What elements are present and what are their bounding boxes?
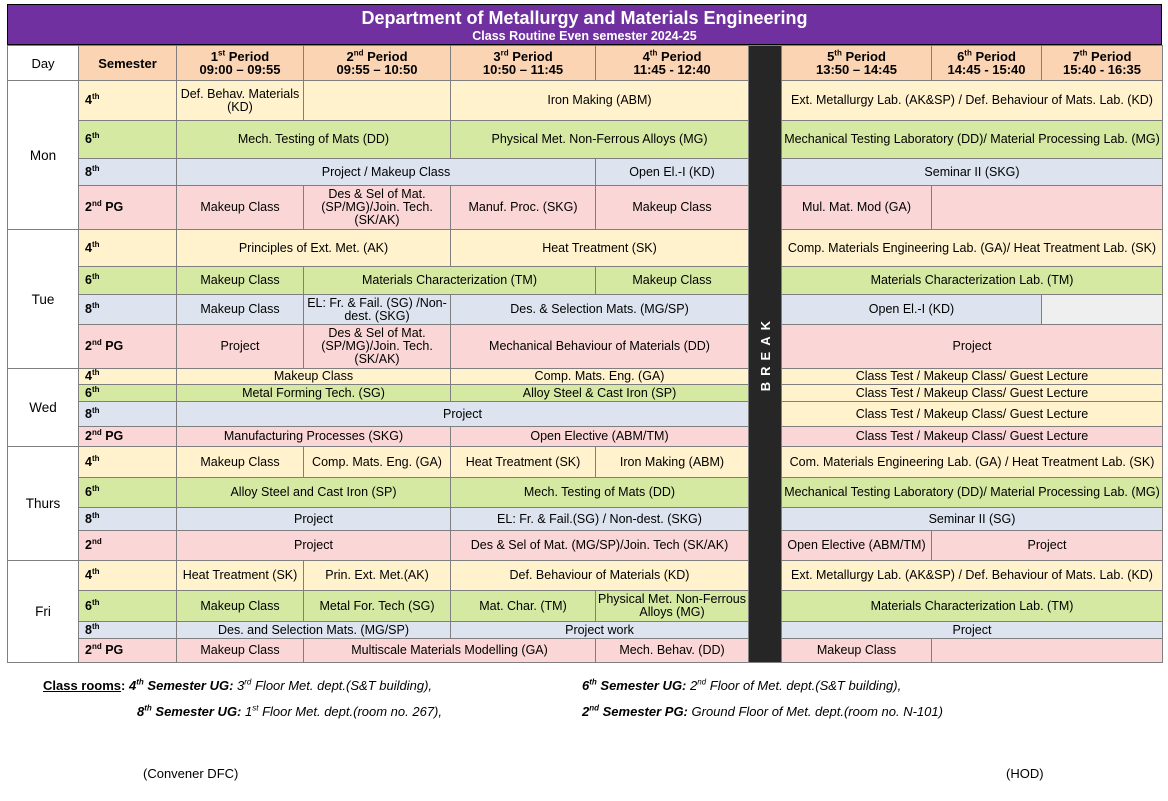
class-cell: Project <box>782 622 1163 639</box>
class-cell <box>304 81 451 121</box>
class-cell: Mechanical Testing Laboratory (DD)/ Material Processing Lab. (MG) <box>782 121 1163 159</box>
class-cell: Mech. Behav. (DD) <box>596 639 749 663</box>
class-cell: Principles of Ext. Met. (AK) <box>177 230 451 267</box>
day-label: Tue <box>8 230 79 369</box>
day-label: Mon <box>8 81 79 230</box>
class-cell: Multiscale Materials Modelling (GA) <box>304 639 596 663</box>
header-period-4: 4th Period 11:45 - 12:40 <box>596 46 749 81</box>
table-row <box>8 385 1163 402</box>
classrooms-line-2-right: 2nd Semester PG: Ground Floor of Met. dept.(room no. N-101) <box>582 703 943 719</box>
class-cell: Project <box>177 508 451 531</box>
table-row <box>8 639 1163 663</box>
class-cell: Open Elective (ABM/TM) <box>782 531 932 561</box>
class-cell: Class Test / Makeup Class/ Guest Lecture <box>782 427 1163 447</box>
class-cell <box>932 639 1163 663</box>
class-cell: Makeup Class <box>782 639 932 663</box>
class-cell: Project <box>177 402 749 427</box>
class-cell: Comp. Mats. Eng. (GA) <box>304 447 451 478</box>
break-label: BREAK <box>757 314 773 392</box>
class-cell: Def. Behaviour of Materials (KD) <box>451 561 749 591</box>
semester-label: 8th <box>79 622 177 639</box>
table-row <box>8 622 1163 639</box>
table-row <box>8 159 1163 186</box>
class-cell: Mech. Testing of Mats (DD) <box>451 478 749 508</box>
table-row <box>8 230 1163 267</box>
class-cell: Makeup Class <box>177 186 304 230</box>
day-label: Fri <box>8 561 79 663</box>
semester-label: 6th <box>79 385 177 402</box>
class-cell: Des. and Selection Mats. (MG/SP) <box>177 622 451 639</box>
class-cell: Iron Making (ABM) <box>451 81 749 121</box>
semester-label: 2nd <box>79 531 177 561</box>
class-cell: Heat Treatment (SK) <box>451 230 749 267</box>
semester-label: 2nd PG <box>79 186 177 230</box>
page-title: Department of Metallurgy and Materials Engineering <box>361 8 808 28</box>
table-row <box>8 267 1163 295</box>
table-row <box>8 369 1163 385</box>
table-row <box>8 121 1163 159</box>
semester-label: 8th <box>79 402 177 427</box>
class-cell: Project <box>932 531 1163 561</box>
header-row <box>8 46 1163 81</box>
classrooms-label: Class rooms <box>43 678 122 693</box>
class-cell: Metal Forming Tech. (SG) <box>177 385 451 402</box>
class-cell: Heat Treatment (SK) <box>177 561 304 591</box>
class-cell: Makeup Class <box>177 295 304 325</box>
class-cell: Comp. Materials Engineering Lab. (GA)/ Heat Treatment Lab. (SK) <box>782 230 1163 267</box>
class-cell: Mat. Char. (TM) <box>451 591 596 622</box>
semester-label: 8th <box>79 159 177 186</box>
class-cell: Makeup Class <box>177 591 304 622</box>
class-cell: Alloy Steel & Cast Iron (SP) <box>451 385 749 402</box>
header-day: Day <box>8 46 79 81</box>
class-cell: Makeup Class <box>177 639 304 663</box>
class-cell: Open El.-I (KD) <box>782 295 1042 325</box>
day-label: Wed <box>8 369 79 447</box>
class-cell: Class Test / Makeup Class/ Guest Lecture <box>782 385 1163 402</box>
class-cell: Com. Materials Engineering Lab. (GA) / Heat Treatment Lab. (SK) <box>782 447 1163 478</box>
semester-label: 4th <box>79 447 177 478</box>
day-label: Thurs <box>8 447 79 561</box>
table-row <box>8 325 1163 369</box>
class-cell: Des. & Selection Mats. (MG/SP) <box>451 295 749 325</box>
class-cell: Seminar II (SKG) <box>782 159 1163 186</box>
class-cell: Manuf. Proc. (SKG) <box>451 186 596 230</box>
semester-label: 4th <box>79 369 177 385</box>
semester-label: 2nd PG <box>79 639 177 663</box>
semester-label: 8th <box>79 295 177 325</box>
table-row <box>8 295 1163 325</box>
table-row <box>8 531 1163 561</box>
classrooms-line-1-right: 6th Semester UG: 2nd Floor of Met. dept.(S&T building), <box>582 677 902 693</box>
hod-signature-label: (HOD) <box>1006 766 1044 781</box>
class-cell: Ext. Metallurgy Lab. (AK&SP) / Def. Behaviour of Mats. Lab. (KD) <box>782 81 1163 121</box>
header-period-2: 2nd Period 09:55 – 10:50 <box>304 46 451 81</box>
classrooms-line-1-left: Class rooms: 4th Semester UG: 3rd Floor Met. dept.(S&T building), <box>43 677 433 693</box>
page-subtitle: Class Routine Even semester 2024-25 <box>472 29 697 43</box>
class-cell: Iron Making (ABM) <box>596 447 749 478</box>
semester-label: 8th <box>79 508 177 531</box>
class-cell: Manufacturing Processes (SKG) <box>177 427 451 447</box>
table-row <box>8 478 1163 508</box>
class-cell: Mech. Testing of Mats (DD) <box>177 121 451 159</box>
semester-label: 4th <box>79 81 177 121</box>
header-period-7: 7th Period 15:40 - 16:35 <box>1042 46 1163 81</box>
class-cell: Makeup Class <box>596 267 749 295</box>
table-row <box>8 81 1163 121</box>
table-row <box>8 447 1163 478</box>
class-cell: Seminar II (SG) <box>782 508 1163 531</box>
table-row <box>8 561 1163 591</box>
header-period-3: 3rd Period 10:50 – 11:45 <box>451 46 596 81</box>
class-cell: Open El.-I (KD) <box>596 159 749 186</box>
empty-cell <box>1042 295 1163 325</box>
convener-signature-label: (Convener DFC) <box>143 766 239 781</box>
class-cell: Materials Characterization Lab. (TM) <box>782 267 1163 295</box>
class-cell: Class Test / Makeup Class/ Guest Lecture <box>782 369 1163 385</box>
class-cell: Ext. Metallurgy Lab. (AK&SP) / Def. Behaviour of Mats. Lab. (KD) <box>782 561 1163 591</box>
class-cell: Des & Sel of Mat. (SP/MG)/Join. Tech. (SK/AK) <box>304 186 451 230</box>
class-cell: Des & Sel of Mat. (SP/MG)/Join. Tech. (SK/AK) <box>304 325 451 369</box>
class-cell: Mechanical Testing Laboratory (DD)/ Material Processing Lab. (MG) <box>782 478 1163 508</box>
class-cell: Physical Met. Non-Ferrous Alloys (MG) <box>596 591 749 622</box>
class-cell: Materials Characterization Lab. (TM) <box>782 591 1163 622</box>
semester-label: 2nd PG <box>79 427 177 447</box>
class-cell: EL: Fr. & Fail. (SG) /Non-dest. (SKG) <box>304 295 451 325</box>
class-cell: EL: Fr. & Fail.(SG) / Non-dest. (SKG) <box>451 508 749 531</box>
semester-label: 6th <box>79 591 177 622</box>
class-cell: Project <box>782 325 1163 369</box>
class-cell: Alloy Steel and Cast Iron (SP) <box>177 478 451 508</box>
table-row <box>8 186 1163 230</box>
class-cell: Project <box>177 531 451 561</box>
routine-table <box>7 45 1163 663</box>
class-cell: Mul. Mat. Mod (GA) <box>782 186 932 230</box>
table-row <box>8 591 1163 622</box>
semester-label: 6th <box>79 478 177 508</box>
header-period-5: 5th Period 13:50 – 14:45 <box>782 46 932 81</box>
header-semester: Semester <box>79 46 177 81</box>
class-cell: Metal For. Tech (SG) <box>304 591 451 622</box>
class-cell: Makeup Class <box>177 369 451 385</box>
class-cell: Def. Behav. Materials (KD) <box>177 81 304 121</box>
class-cell <box>932 186 1163 230</box>
semester-label: 4th <box>79 230 177 267</box>
class-cell: Heat Treatment (SK) <box>451 447 596 478</box>
semester-label: 6th <box>79 267 177 295</box>
class-cell: Open Elective (ABM/TM) <box>451 427 749 447</box>
semester-label: 6th <box>79 121 177 159</box>
class-cell: Mechanical Behaviour of Materials (DD) <box>451 325 749 369</box>
class-cell: Comp. Mats. Eng. (GA) <box>451 369 749 385</box>
table-row <box>8 402 1163 427</box>
header-period-1: 1st Period 09:00 – 09:55 <box>177 46 304 81</box>
classrooms-line-2-left: 8th Semester UG: 1st Floor Met. dept.(room no. 267), <box>137 703 442 719</box>
title-bar <box>7 4 1162 45</box>
header-period-6: 6th Period 14:45 - 15:40 <box>932 46 1042 81</box>
semester-label: 4th <box>79 561 177 591</box>
table-row <box>8 508 1163 531</box>
class-cell: Project / Makeup Class <box>177 159 596 186</box>
class-cell: Des & Sel of Mat. (MG/SP)/Join. Tech (SK/AK) <box>451 531 749 561</box>
class-cell: Makeup Class <box>596 186 749 230</box>
class-cell: Makeup Class <box>177 447 304 478</box>
class-cell: Project work <box>451 622 749 639</box>
class-cell: Physical Met. Non-Ferrous Alloys (MG) <box>451 121 749 159</box>
class-cell: Project <box>177 325 304 369</box>
class-cell: Class Test / Makeup Class/ Guest Lecture <box>782 402 1163 427</box>
table-row <box>8 427 1163 447</box>
class-cell: Prin. Ext. Met.(AK) <box>304 561 451 591</box>
semester-label: 2nd PG <box>79 325 177 369</box>
class-cell: Materials Characterization (TM) <box>304 267 596 295</box>
class-cell: Makeup Class <box>177 267 304 295</box>
break-column <box>749 46 782 663</box>
